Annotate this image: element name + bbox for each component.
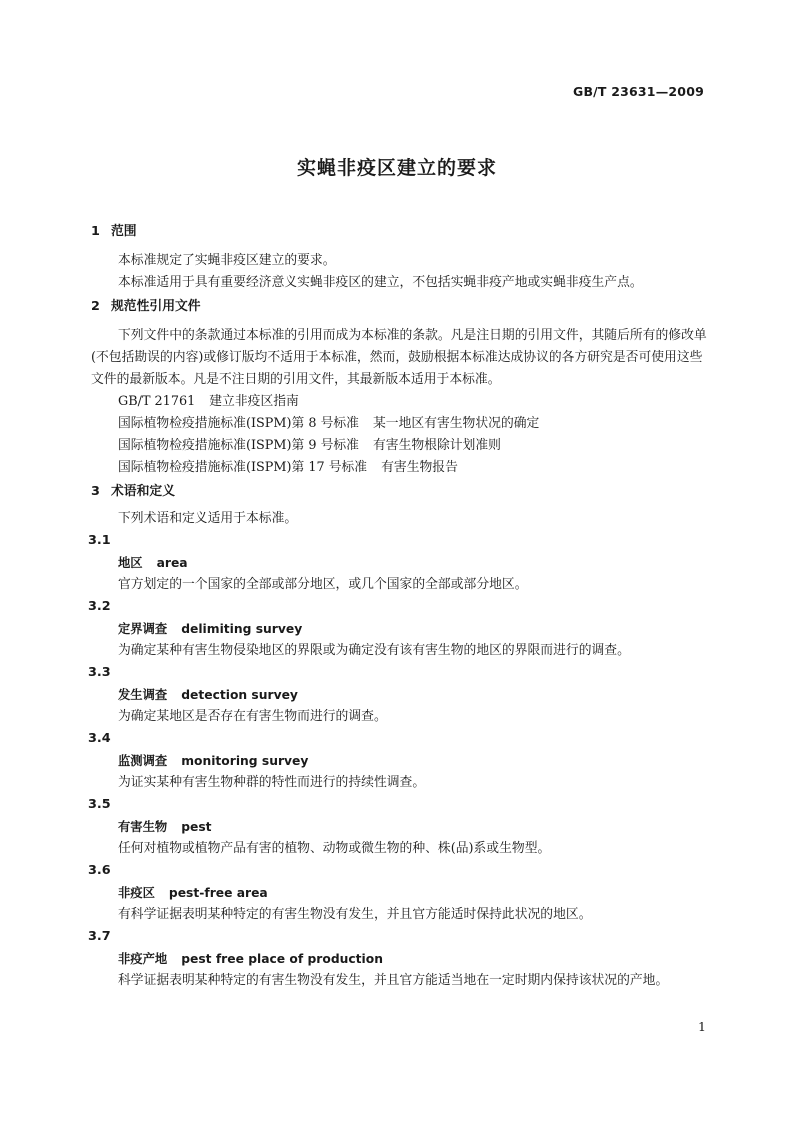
paragraph: 下列文件中的条款通过本标准的引用而成为本标准的条款。凡是注日期的引用文件，其随后所有的修改单(不包括勘误的内容)或修订版均不适用于本标准，然而，鼓励根据本标准达成协议的各方研究是否可使用这些文件的最新版本。凡是不注日期的引用文件，其最新版本适用于本标准。 [91,328,707,387]
term-zh: 非疫区 [118,886,155,900]
reference-item [91,457,707,479]
section-number: 3 [91,484,100,499]
reference-title: 有害生物根除计划准则 [372,438,501,453]
section-title: 术语和定义 [111,484,175,499]
term-number: 3.4 [88,731,111,746]
term-en: pest free place of production [181,952,383,966]
term-zh: 有害生物 [118,820,168,834]
section-title: 范围 [111,224,137,239]
reference-title: 有害生物报告 [381,460,458,475]
term-number: 3.1 [88,533,111,548]
reference-code: 国际植物检疫措施标准(ISPM)第 8 号标准 [118,416,359,431]
term-number: 3.7 [88,929,111,944]
term-name [91,948,707,970]
term-definition: 有科学证据表明某种特定的有害生物没有发生，并且官方能适时保持此状况的地区。 [118,907,592,922]
paragraph: 本标准适用于具有重要经济意义实蝇非疫区的建立，不包括实蝇非疫产地或实蝇非疫生产点。 [118,275,643,290]
section-number: 2 [91,299,100,314]
reference-item [91,435,707,457]
term-zh: 定界调查 [118,622,168,636]
section-number: 1 [91,224,100,239]
section-title: 规范性引用文件 [111,299,201,314]
standard-number: GB/T 23631—2009 [572,84,704,99]
section-heading-scope [91,222,707,242]
term-en: monitoring survey [181,754,309,768]
reference-title: 建立非疫区指南 [209,394,299,409]
section-heading-normative-references [91,297,707,317]
term-definition: 任何对植物或植物产品有害的植物、动物或微生物的种、株(品)系或生物型。 [118,841,551,856]
paragraph: 下列术语和定义适用于本标准。 [118,511,298,526]
term-definition: 为确定某地区是否存在有害生物而进行的调查。 [118,709,387,724]
reference-item [91,391,707,413]
term-number: 3.5 [88,797,111,812]
term-name [91,882,707,904]
term-definition: 科学证据表明某种特定的有害生物没有发生，并且官方能适当地在一定时期内保持该状况的产地。 [118,973,669,988]
term-en: detection survey [181,688,298,702]
term-definition: 为证实某种有害生物种群的特性而进行的持续性调查。 [118,775,426,790]
term-definition: 为确定某种有害生物侵染地区的界限或为确定没有该有害生物的地区的界限而进行的调查。 [118,643,630,658]
term-en: delimiting survey [181,622,303,636]
term-zh: 非疫产地 [118,952,168,966]
page-number: 1 [698,1019,706,1034]
term-zh: 发生调查 [118,688,168,702]
term-name [91,750,707,772]
term-zh: 地区 [118,556,143,570]
term-number: 3.3 [88,665,111,680]
section-heading-terms-definitions [91,482,707,502]
term-en: area [156,556,188,570]
reference-code: 国际植物检疫措施标准(ISPM)第 9 号标准 [118,438,359,453]
term-number: 3.2 [88,599,111,614]
paragraph: 本标准规定了实蝇非疫区建立的要求。 [118,253,336,268]
document-body [88,222,707,992]
term-name [91,684,707,706]
reference-code: 国际植物检疫措施标准(ISPM)第 17 号标准 [118,460,368,475]
term-zh: 监测调查 [118,754,168,768]
term-name [91,816,707,838]
term-en: pest [181,820,212,834]
reference-code: GB/T 21761 [118,394,196,409]
reference-item [91,413,707,435]
term-name [91,552,707,574]
term-name [91,618,707,640]
term-definition: 官方划定的一个国家的全部或部分地区，或几个国家的全部或部分地区。 [118,577,528,592]
term-en: pest-free area [168,886,268,900]
document-title: 实蝇非疫区建立的要求 [296,157,497,179]
reference-title: 某一地区有害生物状况的确定 [372,416,540,431]
term-number: 3.6 [88,863,111,878]
